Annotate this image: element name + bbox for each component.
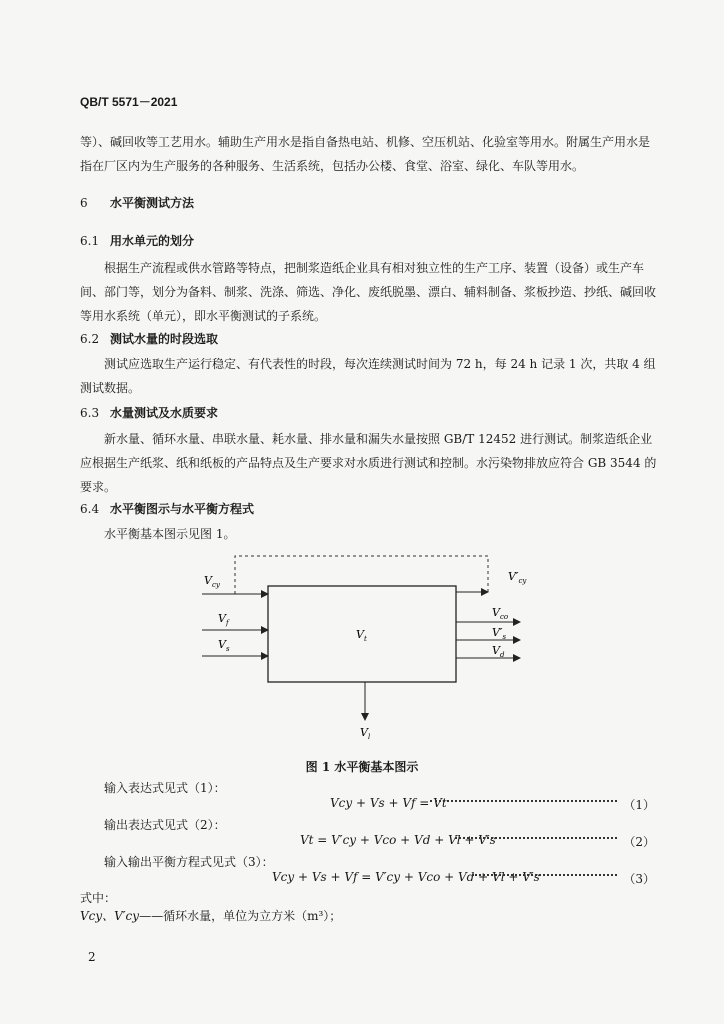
equation-3-number: （3） <box>623 872 655 886</box>
label-out-cy: $V'_{cy}$ <box>508 570 527 585</box>
section-6-heading <box>80 194 194 211</box>
section-number: 6.1 <box>80 234 100 248</box>
section-6-4-heading <box>80 500 254 517</box>
section-title: 用水单元的划分 <box>110 234 195 248</box>
section-title: 水平衡图示与水平衡方程式 <box>110 502 255 516</box>
label-out-d: $V_d$ <box>492 644 505 659</box>
section-number: 6.2 <box>80 332 100 346</box>
section-6-1-text: 根据生产流程或供水管路等特点，把制浆造纸企业具有相对独立性的生产工序、装置（设备）或生产车间、部门等，划分为备料、制浆、洗涤、筛选、净化、废纸脱墨、漂白、辅料制备、浆板抄造、抄纸、碱回收等用水系统（单元），即水平衡测试的子系统。 <box>80 261 657 323</box>
section-6-3-text: 新水量、循环水量、串联水量、耗水量、排水量和漏失水量按照 GB/T 12452 进行测试。制浆造纸企业应根据生产纸浆、纸和纸板的产品特点及生产要求对水质进行测试和控制。水污染物排放应符合 GB 3544 的要求。 <box>80 432 657 494</box>
section-number: 6 <box>80 196 88 210</box>
section-title: 水量测试及水质要求 <box>110 406 219 420</box>
section-number: 6.4 <box>80 502 100 516</box>
label-in-cy: $V_{cy}$ <box>204 574 220 589</box>
page-number: 2 <box>88 950 96 964</box>
section-title: 水平衡测试方法 <box>110 196 195 210</box>
where-label: 式中： <box>80 891 117 905</box>
section-number: 6.3 <box>80 406 100 420</box>
label-center: $V_t$ <box>356 628 367 643</box>
equation-2 <box>250 833 655 851</box>
equation-1-body: Vcy + Vs + Vf = Vt <box>330 796 447 810</box>
standard-number: QB/T 5571－2021 <box>80 95 178 109</box>
section-6-4-text: 水平衡基本图示见图 1。 <box>104 527 236 541</box>
equation-2-number: （2） <box>623 835 655 849</box>
label-in-f: $V_f$ <box>218 612 229 627</box>
equation-2-body: Vt = V′cy + Vco + Vd + Vl + V′s <box>300 833 496 847</box>
section-6-3-heading <box>80 404 218 421</box>
intro-paragraph: 等）、碱回收等工艺用水。辅助生产用水是指自备热电站、机修、空压机站、化验室等用水。附属生产用水是指在厂区内为生产服务的各种服务、生活系统，包括办公楼、食堂、浴室、绿化、车队等用水。 <box>80 135 651 173</box>
equation-1 <box>250 796 655 814</box>
leader-dots <box>455 837 617 839</box>
eq1-intro: 输入表达式见式（1）： <box>104 781 226 795</box>
leader-dots <box>430 800 617 802</box>
label-out-loss: $V_l$ <box>360 726 371 741</box>
label-out-s: $V'_s$ <box>492 626 507 641</box>
equation-3 <box>250 870 655 888</box>
section-6-1-heading <box>80 232 194 249</box>
eq3-intro: 输入输出平衡方程式见式（3）： <box>104 855 274 869</box>
water-balance-diagram <box>190 550 530 745</box>
equation-3-body: Vcy + Vs + Vf = V′cy + Vco + Vd + Vl + V′s <box>272 870 540 884</box>
leader-dots <box>472 874 617 876</box>
label-in-s: $V_s$ <box>218 638 230 653</box>
recycle-loop-line <box>235 556 488 594</box>
equation-1-number: （1） <box>623 798 655 812</box>
figure-caption: 图 1 水平衡基本图示 <box>305 760 419 774</box>
label-out-co: $V_{co}$ <box>492 606 509 621</box>
section-6-2-heading <box>80 330 218 347</box>
eq2-intro: 输出表达式见式（2）： <box>104 818 226 832</box>
definition-1 <box>80 904 660 928</box>
section-6-2-text: 测试应选取生产运行稳定、有代表性的时段，每次连续测试时间为 72 h，每 24 h 记录 1 次，共取 4 组测试数据。 <box>80 357 656 395</box>
definition-symbols: Vcy、V′cy <box>80 909 140 923</box>
definition-text: ——循环水量，单位为立方米（m³）； <box>139 909 342 923</box>
section-title: 测试水量的时段选取 <box>110 332 219 346</box>
